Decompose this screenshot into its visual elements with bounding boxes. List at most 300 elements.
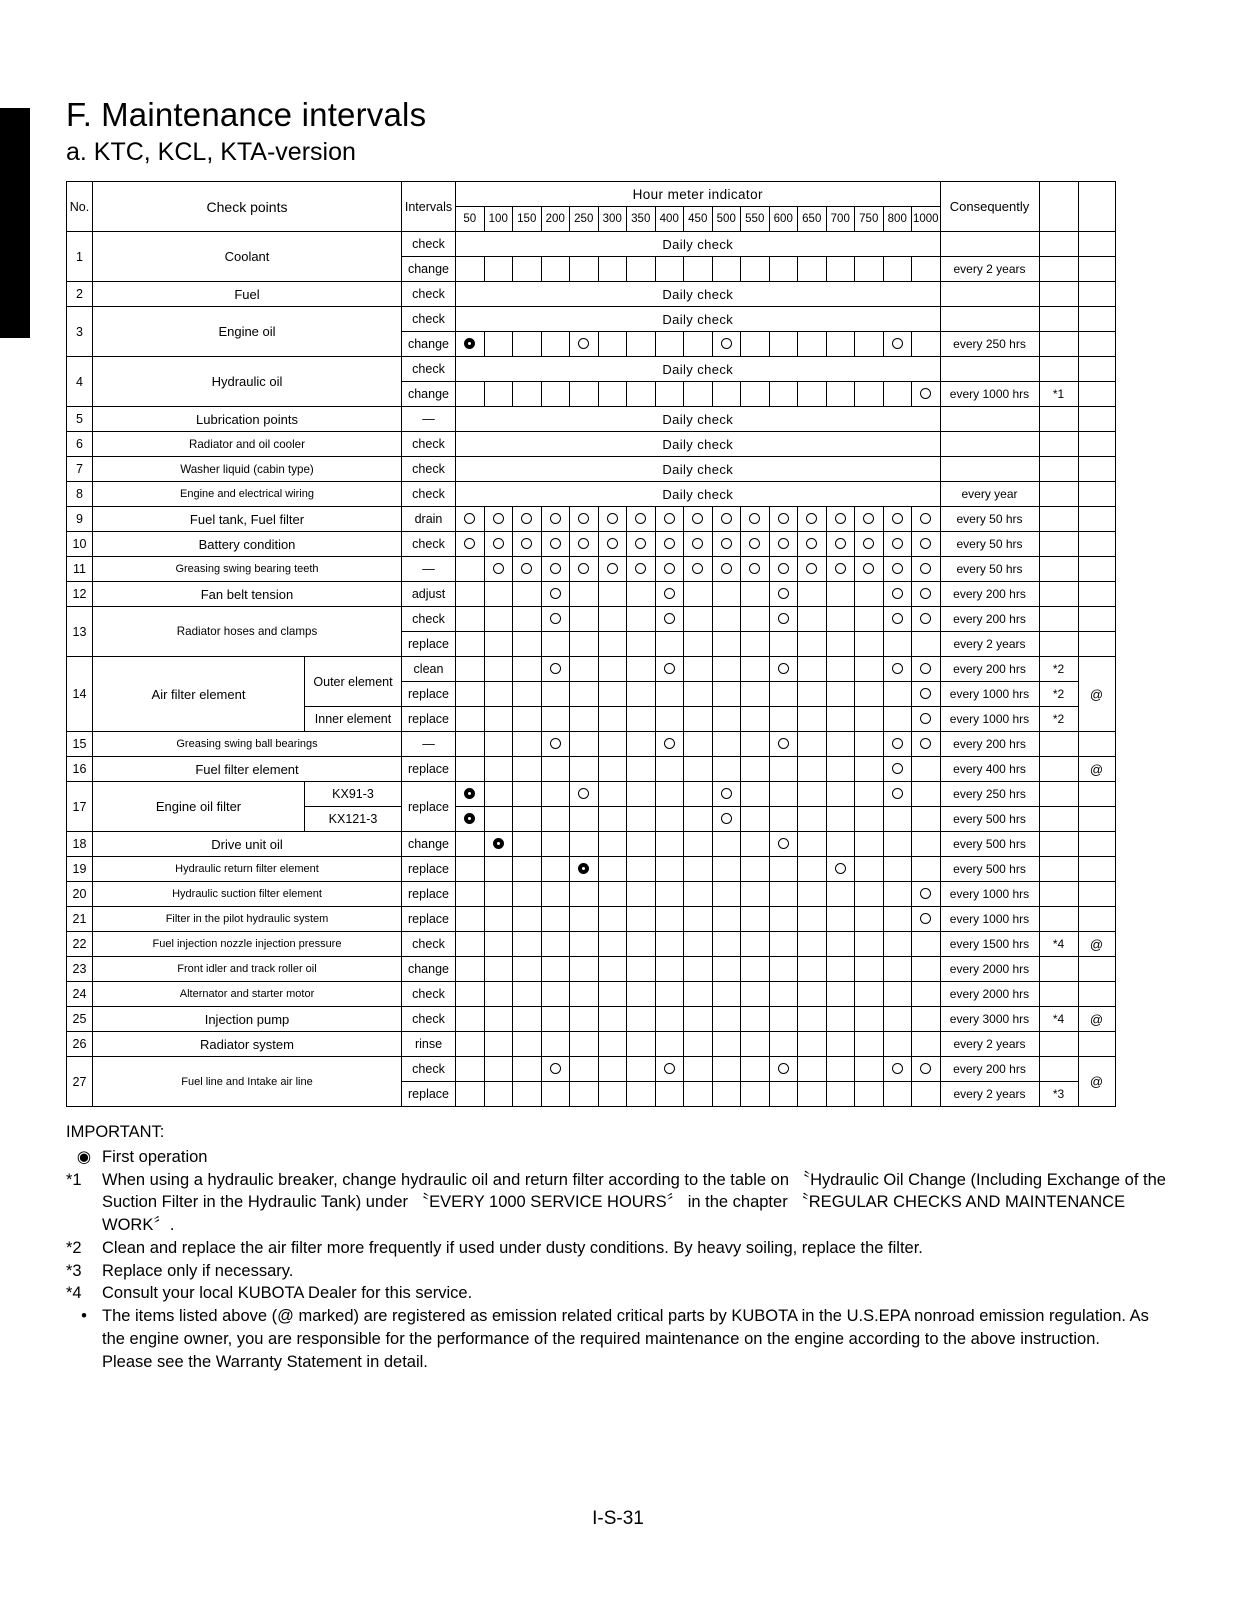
mark-cell (826, 257, 855, 282)
service-mark (778, 738, 789, 749)
row-number: 17 (67, 782, 93, 832)
daily-check-cell: Daily check (456, 357, 941, 382)
mark-cell (912, 732, 941, 757)
row-interval: replace (402, 1082, 456, 1107)
note-text: First operation (102, 1147, 208, 1166)
mark-cell (598, 382, 627, 407)
table-row (67, 1007, 1116, 1032)
mark-cell (826, 1057, 855, 1082)
row-name: Greasing swing ball bearings (93, 732, 402, 757)
table-row (67, 1057, 1116, 1082)
service-mark (721, 788, 732, 799)
mark-cell (513, 857, 542, 882)
mark-cell (484, 1057, 513, 1082)
row-name: Hydraulic return filter element (93, 857, 402, 882)
row-consequently: every 2 years (940, 1082, 1039, 1107)
header-hour-700: 700 (826, 207, 855, 232)
row-consequently: every 2000 hrs (940, 957, 1039, 982)
row-consequently: every 200 hrs (940, 657, 1039, 682)
mark-cell (769, 507, 798, 532)
mark-cell (456, 257, 485, 282)
service-mark (550, 1063, 561, 1074)
service-mark (635, 513, 646, 524)
mark-cell (484, 1007, 513, 1032)
header-check-points: Check points (93, 182, 402, 232)
mark-cell (855, 607, 884, 632)
mark-cell (484, 557, 513, 582)
header-hour-650: 650 (798, 207, 827, 232)
header-no: No. (67, 182, 93, 232)
mark-cell (655, 657, 684, 682)
service-mark (664, 663, 675, 674)
row-name: Washer liquid (cabin type) (93, 457, 402, 482)
mark-cell (456, 757, 485, 782)
mark-cell (655, 532, 684, 557)
mark-cell (741, 907, 770, 932)
mark-cell (912, 607, 941, 632)
mark-cell (456, 657, 485, 682)
header-hour-meter: Hour meter indicator (456, 182, 941, 207)
mark-cell (598, 532, 627, 557)
service-mark (664, 613, 675, 624)
page-edge-tab (0, 108, 30, 338)
mark-cell (627, 732, 656, 757)
service-mark (749, 513, 760, 524)
row-name: Fuel filter element (93, 757, 402, 782)
mark-cell (627, 782, 656, 807)
row-emission-mark: @ (1078, 932, 1115, 957)
mark-cell (541, 1032, 570, 1057)
mark-cell (541, 957, 570, 982)
row-interval: — (402, 732, 456, 757)
row-emission-mark (1078, 407, 1115, 432)
row-interval: replace (402, 882, 456, 907)
mark-cell (484, 882, 513, 907)
mark-cell (541, 582, 570, 607)
row-note (1039, 732, 1078, 757)
mark-cell (769, 807, 798, 832)
header-hour-50: 50 (456, 207, 485, 232)
row-consequently (940, 432, 1039, 457)
row-note (1039, 1057, 1078, 1082)
mark-cell (798, 932, 827, 957)
row-note: *2 (1039, 657, 1078, 682)
mark-cell (456, 382, 485, 407)
mark-cell (655, 557, 684, 582)
service-mark (749, 563, 760, 574)
mark-cell (570, 757, 599, 782)
mark-cell (712, 532, 741, 557)
row-consequently: every 1000 hrs (940, 682, 1039, 707)
mark-cell (912, 682, 941, 707)
mark-cell (826, 382, 855, 407)
mark-cell (912, 557, 941, 582)
row-interval: check (402, 457, 456, 482)
note-text: The items listed above (@ marked) are registered as emission related critical parts by KUBOTA in the U.S.EPA nonroad emission regulation. As the engine owner, you are responsible for the performance of the required maintenance on the engine according to the above instruction. (102, 1307, 1149, 1348)
mark-cell (741, 807, 770, 832)
row-name: Greasing swing bearing teeth (93, 557, 402, 582)
mark-cell (655, 582, 684, 607)
row-emission-mark (1078, 982, 1115, 1007)
row-consequently (940, 357, 1039, 382)
service-mark (920, 588, 931, 599)
table-row (67, 857, 1116, 882)
mark-cell (541, 882, 570, 907)
mark-cell (798, 607, 827, 632)
row-note (1039, 782, 1078, 807)
mark-cell (912, 507, 941, 532)
row-name: Alternator and starter motor (93, 982, 402, 1007)
mark-cell (456, 332, 485, 357)
mark-cell (741, 582, 770, 607)
service-mark (920, 388, 931, 399)
mark-cell (741, 732, 770, 757)
mark-cell (798, 757, 827, 782)
mark-cell (655, 732, 684, 757)
mark-cell (798, 682, 827, 707)
mark-cell (655, 982, 684, 1007)
mark-cell (912, 532, 941, 557)
mark-cell (484, 982, 513, 1007)
row-number: 19 (67, 857, 93, 882)
service-mark (920, 1063, 931, 1074)
mark-cell (826, 1082, 855, 1107)
mark-cell (541, 1082, 570, 1107)
service-mark (892, 738, 903, 749)
row-interval: rinse (402, 1032, 456, 1057)
mark-cell (826, 682, 855, 707)
mark-cell (627, 382, 656, 407)
header-hour-600: 600 (769, 207, 798, 232)
row-consequently: every 500 hrs (940, 807, 1039, 832)
mark-cell (570, 782, 599, 807)
mark-cell (513, 782, 542, 807)
mark-cell (627, 832, 656, 857)
mark-cell (684, 707, 713, 732)
mark-cell (741, 1057, 770, 1082)
row-consequently: every 2 years (940, 257, 1039, 282)
mark-cell (855, 1032, 884, 1057)
header-hour-1000: 1000 (912, 207, 941, 232)
mark-cell (684, 957, 713, 982)
note-marker: • (81, 1307, 87, 1326)
mark-cell (712, 507, 741, 532)
table-row (67, 557, 1116, 582)
row-number: 27 (67, 1057, 93, 1107)
mark-cell (627, 707, 656, 732)
mark-cell (598, 957, 627, 982)
row-name: Radiator system (93, 1032, 402, 1057)
service-mark (863, 563, 874, 574)
mark-cell (684, 332, 713, 357)
mark-cell (456, 1032, 485, 1057)
mark-cell (598, 257, 627, 282)
row-consequently: every 3000 hrs (940, 1007, 1039, 1032)
mark-cell (570, 1057, 599, 1082)
mark-cell (655, 807, 684, 832)
table-row (67, 782, 1116, 807)
row-emission-mark: @ (1078, 1007, 1115, 1032)
mark-cell (598, 857, 627, 882)
row-note (1039, 632, 1078, 657)
mark-cell (912, 907, 941, 932)
row-consequently (940, 457, 1039, 482)
row-number: 11 (67, 557, 93, 582)
daily-check-cell: Daily check (456, 482, 941, 507)
service-mark (920, 713, 931, 724)
maintenance-intervals-table (66, 181, 1116, 1107)
mark-cell (684, 1032, 713, 1057)
mark-cell (684, 832, 713, 857)
service-mark (550, 563, 561, 574)
notes-section (66, 1121, 1166, 1373)
mark-cell (798, 532, 827, 557)
mark-cell (712, 707, 741, 732)
mark-cell (570, 707, 599, 732)
row-emission-mark (1078, 857, 1115, 882)
mark-cell (456, 607, 485, 632)
row-emission-mark (1078, 232, 1115, 257)
mark-cell (741, 1007, 770, 1032)
table-row (67, 282, 1116, 307)
mark-cell (855, 982, 884, 1007)
mark-cell (798, 632, 827, 657)
mark-cell (541, 632, 570, 657)
mark-cell (456, 907, 485, 932)
mark-cell (883, 807, 912, 832)
table-row (67, 532, 1116, 557)
note-text: Consult your local KUBOTA Dealer for this service. (102, 1284, 473, 1303)
row-name: Injection pump (93, 1007, 402, 1032)
mark-cell (484, 1082, 513, 1107)
mark-cell (712, 732, 741, 757)
mark-cell (484, 707, 513, 732)
row-number: 5 (67, 407, 93, 432)
row-note (1039, 532, 1078, 557)
mark-cell (627, 607, 656, 632)
row-number: 12 (67, 582, 93, 607)
mark-cell (712, 807, 741, 832)
service-mark (664, 738, 675, 749)
mark-cell (484, 382, 513, 407)
table-row (67, 882, 1116, 907)
mark-cell (684, 732, 713, 757)
mark-cell (883, 607, 912, 632)
mark-cell (541, 557, 570, 582)
row-consequently: every 50 hrs (940, 557, 1039, 582)
mark-cell (655, 1082, 684, 1107)
row-name: Fuel (93, 282, 402, 307)
mark-cell (456, 832, 485, 857)
header-hour-750: 750 (855, 207, 884, 232)
row-interval: change (402, 332, 456, 357)
mark-cell (798, 257, 827, 282)
mark-cell (456, 532, 485, 557)
row-interval: drain (402, 507, 456, 532)
mark-cell (769, 882, 798, 907)
row-interval: check (402, 232, 456, 257)
service-mark (892, 563, 903, 574)
row-interval: check (402, 607, 456, 632)
row-interval: replace (402, 857, 456, 882)
mark-cell (712, 607, 741, 632)
mark-cell (855, 507, 884, 532)
mark-cell (769, 557, 798, 582)
mark-cell (513, 632, 542, 657)
mark-cell (855, 957, 884, 982)
mark-cell (598, 757, 627, 782)
mark-cell (741, 557, 770, 582)
row-interval: check (402, 1057, 456, 1082)
mark-cell (912, 857, 941, 882)
mark-cell (541, 657, 570, 682)
note-text: When using a hydraulic breaker, change hydraulic oil and return filter according to the table on 〝Hydraulic Oil Change (Including Exchange of the Suction Filter in the Hydraulic Tank) under 〝EVERY 1000 SERVICE HOURS〞 in the chapter 〝REGULAR CHECKS AND MAINTENANCE WORK〞. (102, 1170, 1166, 1235)
service-mark (920, 888, 931, 899)
row-consequently: every 1000 hrs (940, 707, 1039, 732)
row-number: 4 (67, 357, 93, 407)
row-note: *2 (1039, 707, 1078, 732)
row-emission-mark (1078, 257, 1115, 282)
mark-cell (513, 657, 542, 682)
service-mark (692, 538, 703, 549)
row-emission-mark (1078, 332, 1115, 357)
mark-cell (513, 932, 542, 957)
row-emission-mark (1078, 457, 1115, 482)
row-consequently (940, 232, 1039, 257)
first-operation-mark (464, 338, 475, 349)
row-consequently: every 200 hrs (940, 1057, 1039, 1082)
service-mark (778, 613, 789, 624)
table-row (67, 232, 1116, 257)
mark-cell (655, 757, 684, 782)
mark-cell (769, 1082, 798, 1107)
row-note (1039, 507, 1078, 532)
mark-cell (541, 257, 570, 282)
mark-cell (912, 657, 941, 682)
mark-cell (855, 1057, 884, 1082)
mark-cell (570, 907, 599, 932)
mark-cell (513, 807, 542, 832)
mark-cell (912, 382, 941, 407)
mark-cell (484, 907, 513, 932)
mark-cell (513, 957, 542, 982)
mark-cell (541, 857, 570, 882)
service-mark (892, 588, 903, 599)
mark-cell (598, 932, 627, 957)
mark-cell (598, 982, 627, 1007)
row-emission-mark (1078, 282, 1115, 307)
daily-check-cell: Daily check (456, 457, 941, 482)
mark-cell (627, 632, 656, 657)
service-mark (578, 563, 589, 574)
mark-cell (798, 832, 827, 857)
row-note (1039, 307, 1078, 332)
mark-cell (883, 632, 912, 657)
mark-cell (769, 957, 798, 982)
row-consequently: every 500 hrs (940, 857, 1039, 882)
row-number: 20 (67, 882, 93, 907)
mark-cell (570, 507, 599, 532)
mark-cell (684, 507, 713, 532)
mark-cell (883, 582, 912, 607)
row-consequently: every 2 years (940, 632, 1039, 657)
mark-cell (826, 807, 855, 832)
mark-cell (484, 782, 513, 807)
row-note (1039, 282, 1078, 307)
mark-cell (769, 757, 798, 782)
mark-cell (627, 657, 656, 682)
mark-cell (826, 957, 855, 982)
mark-cell (855, 682, 884, 707)
service-mark (920, 688, 931, 699)
service-mark (920, 563, 931, 574)
row-interval: check (402, 932, 456, 957)
mark-cell (712, 382, 741, 407)
mark-cell (883, 1007, 912, 1032)
mark-cell (655, 1007, 684, 1032)
row-number: 24 (67, 982, 93, 1007)
mark-cell (684, 882, 713, 907)
row-emission-mark (1078, 957, 1115, 982)
mark-cell (855, 582, 884, 607)
mark-cell (712, 982, 741, 1007)
mark-cell (684, 1082, 713, 1107)
mark-cell (798, 957, 827, 982)
mark-cell (826, 932, 855, 957)
mark-cell (484, 632, 513, 657)
row-note: *2 (1039, 682, 1078, 707)
mark-cell (798, 882, 827, 907)
mark-cell (541, 607, 570, 632)
service-mark (550, 513, 561, 524)
mark-cell (513, 582, 542, 607)
row-emission-mark (1078, 807, 1115, 832)
mark-cell (484, 257, 513, 282)
mark-cell (769, 607, 798, 632)
mark-cell (684, 557, 713, 582)
table-row (67, 657, 1116, 682)
note-text-continued: Please see the Warranty Statement in detail. (102, 1352, 428, 1371)
row-consequently: every 2000 hrs (940, 982, 1039, 1007)
mark-cell (627, 807, 656, 832)
note-marker: *1 (66, 1170, 82, 1189)
row-name: Engine oil (93, 307, 402, 357)
mark-cell (712, 557, 741, 582)
mark-cell (712, 1032, 741, 1057)
mark-cell (798, 1007, 827, 1032)
row-consequently: every 50 hrs (940, 532, 1039, 557)
mark-cell (598, 682, 627, 707)
row-interval: replace (402, 682, 456, 707)
service-mark (778, 588, 789, 599)
row-consequently: every 200 hrs (940, 582, 1039, 607)
mark-cell (456, 982, 485, 1007)
mark-cell (712, 332, 741, 357)
row-emission-mark (1078, 507, 1115, 532)
mark-cell (456, 1057, 485, 1082)
mark-cell (741, 957, 770, 982)
header-hour-500: 500 (712, 207, 741, 232)
mark-cell (541, 832, 570, 857)
header-hour-200: 200 (541, 207, 570, 232)
mark-cell (598, 1007, 627, 1032)
mark-cell (541, 982, 570, 1007)
mark-cell (570, 382, 599, 407)
mark-cell (826, 657, 855, 682)
note-item (66, 1237, 1166, 1260)
service-mark (806, 513, 817, 524)
mark-cell (826, 982, 855, 1007)
